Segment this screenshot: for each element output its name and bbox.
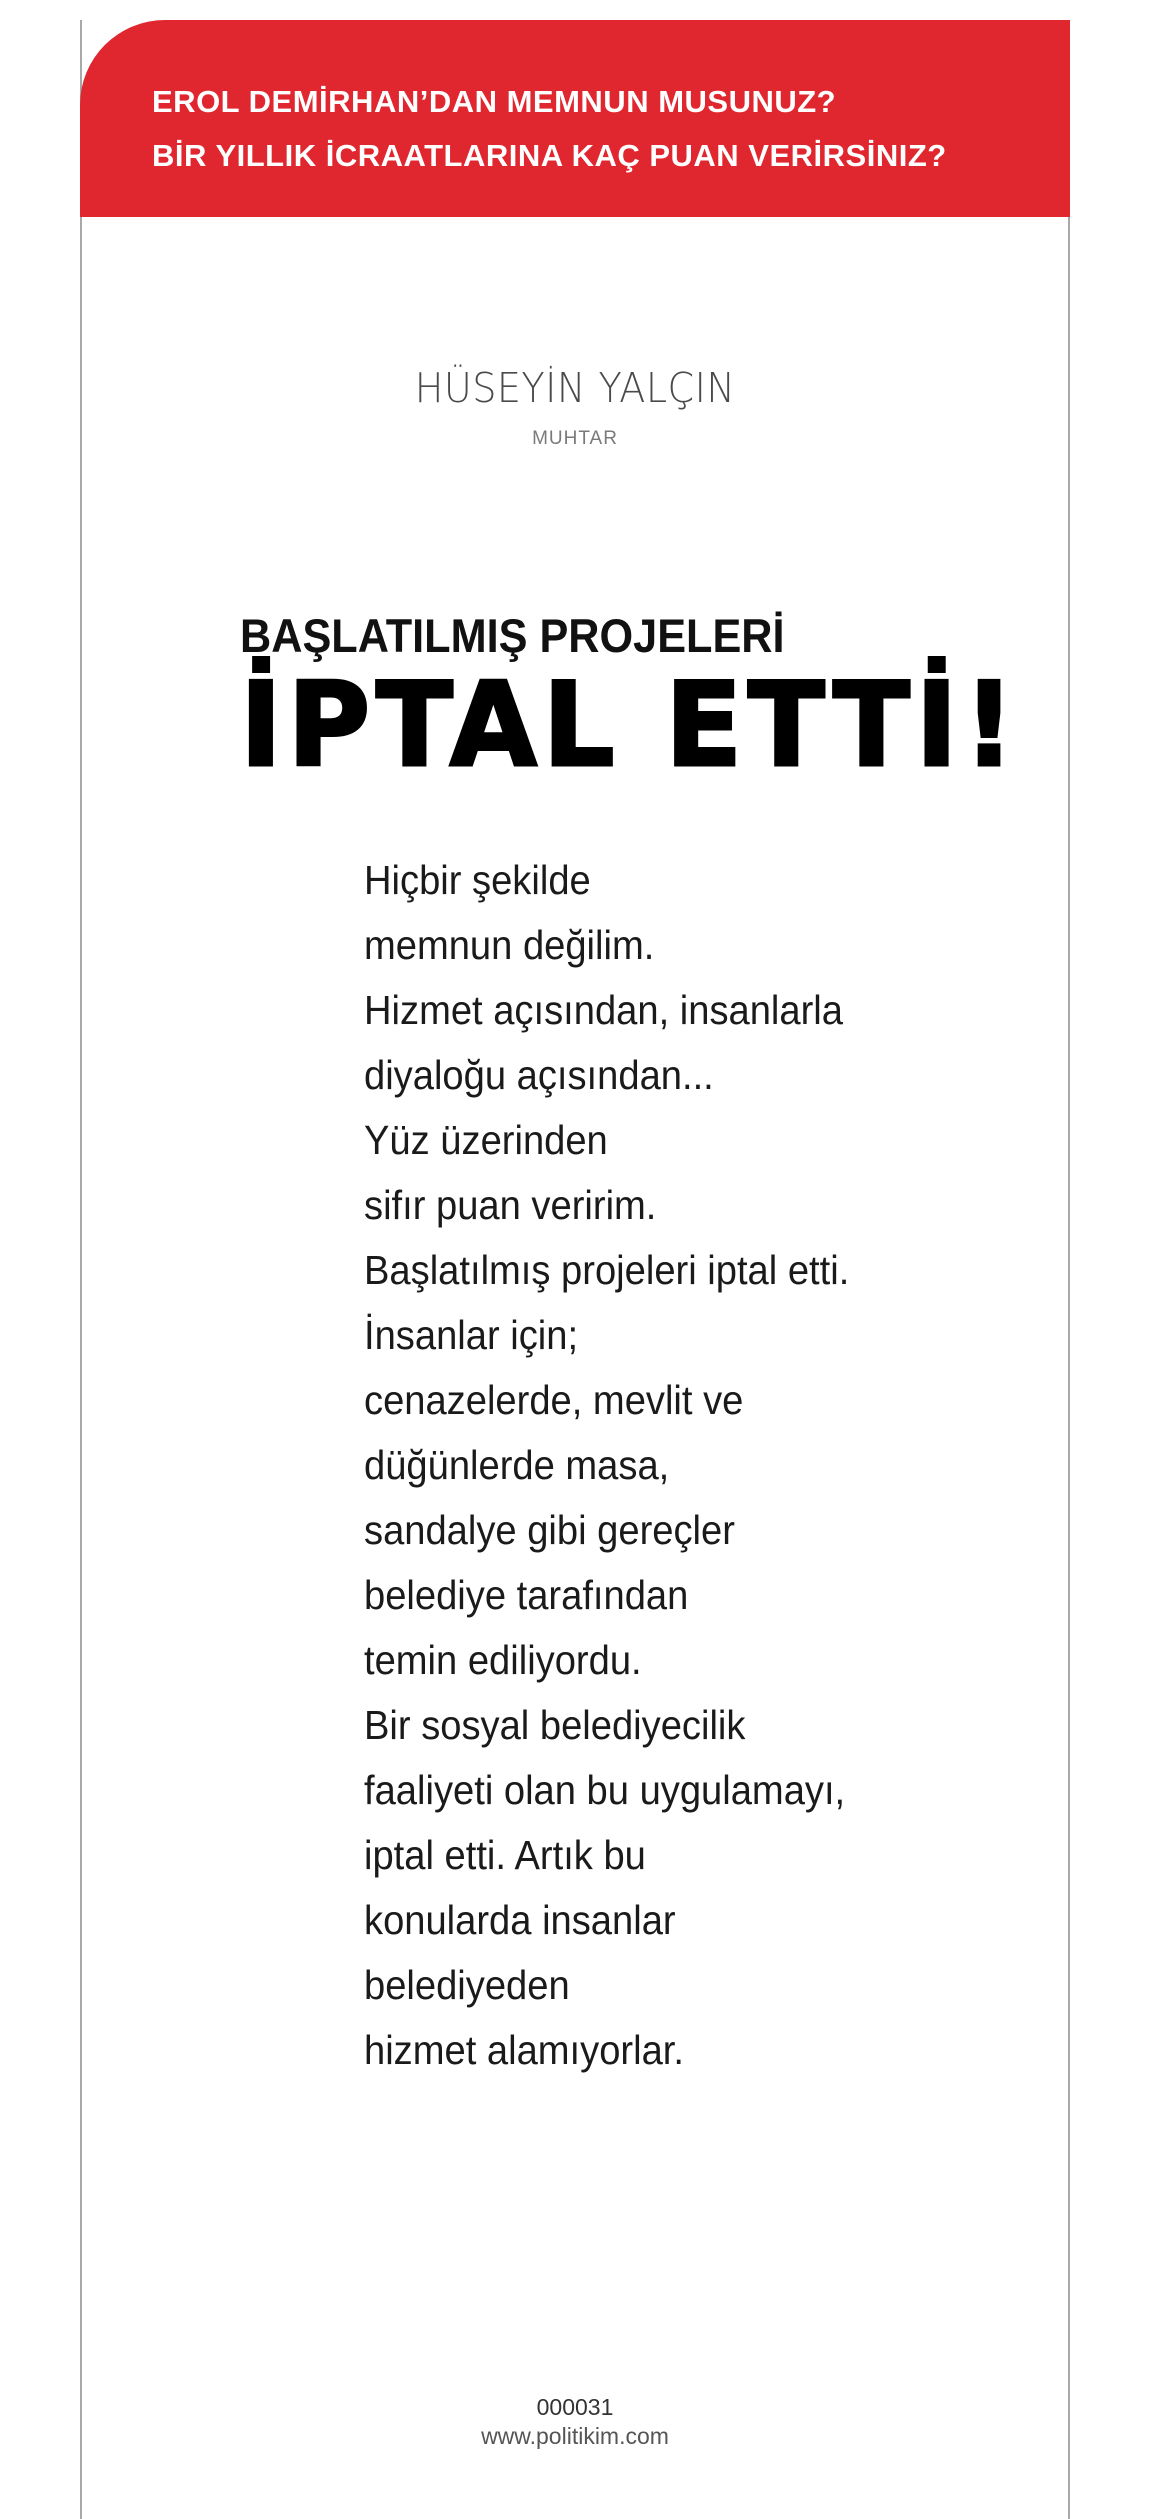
quote-line: konularda insanlar [364,1897,676,1943]
quote-body [364,848,1004,2083]
quote-line: belediyeden [364,1962,570,2008]
quote-line: Başlatılmış projeleri iptal etti. [364,1247,850,1293]
quote-line: Bir sosyal belediyecilik [364,1702,746,1748]
question-banner [80,20,1070,217]
quote-line: İnsanlar için; [364,1312,579,1358]
quote-line: faaliyeti olan bu uygulamayı, [364,1767,846,1813]
quote-line: düğünlerde masa, [364,1442,670,1488]
quote-line: cenazelerde, mevlit ve [364,1377,744,1423]
headline-subtitle: BAŞLATILMIŞ PROJELERİ [240,609,785,662]
quote-line: sandalye gibi gereçler [364,1507,735,1553]
footer-website: www.politikim.com [481,2423,669,2449]
headline-title: İPTAL ETTİ! [240,658,1021,793]
quote-line: Yüz üzerinden [364,1117,608,1163]
quote-line: hizmet alamıyorlar. [364,2027,684,2073]
quote-line: belediye tarafından [364,1572,689,1618]
quote-line: sifır puan veririm. [364,1182,657,1228]
quote-line: temin ediliyordu. [364,1637,642,1683]
quote-line: Hiçbir şekilde [364,857,591,903]
person-name: HÜSEYİN YALÇIN [414,364,736,412]
footer-code: 000031 [536,2394,614,2420]
person-role: MUHTAR [532,428,618,449]
banner-question-line-2: BİR YILLIK İCRAATLARINA KAÇ PUAN VERİRSİNIZ? [152,138,947,173]
banner-question-line-1: EROL DEMİRHAN’DAN MEMNUN MUSUNUZ? [152,84,837,119]
quote-line: diyaloğu açısından... [364,1052,714,1098]
quote-line: iptal etti. Artık bu [364,1832,646,1878]
quote-line: memnun değilim. [364,922,655,968]
quote-line: Hizmet açısından, insanlarla [364,987,843,1033]
